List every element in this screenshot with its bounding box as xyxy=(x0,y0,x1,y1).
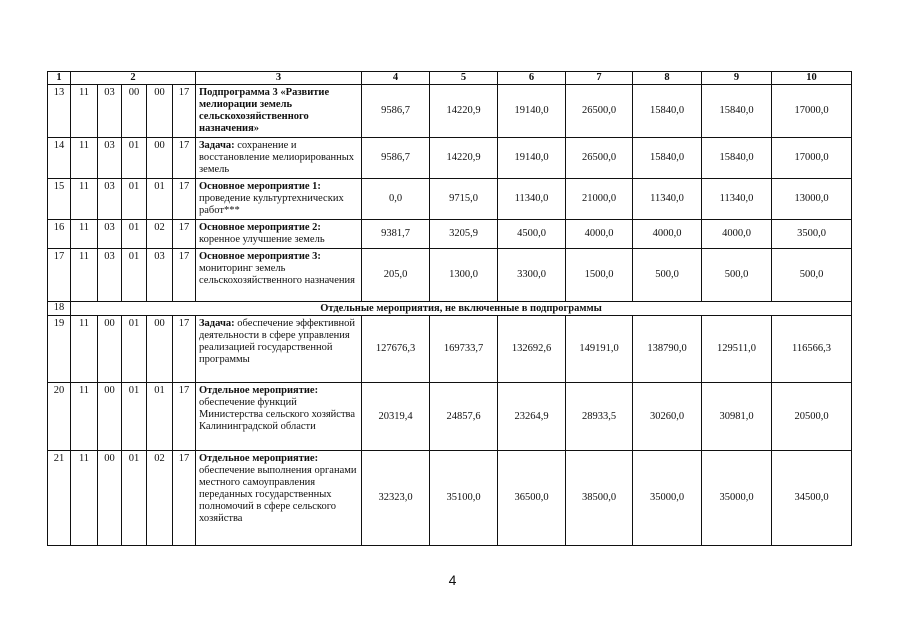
table-row xyxy=(48,383,852,451)
code-cell: 03 xyxy=(98,179,122,220)
activity-description: коренное улучшение земель xyxy=(199,234,325,245)
activity-description: обеспечение эффективной деятельности в сфере управления реализацией государственной программы xyxy=(199,318,356,365)
code-cell: 01 xyxy=(122,220,147,249)
value-cell: 17000,0 xyxy=(772,138,852,179)
value-cell: 169733,7 xyxy=(430,316,498,383)
value-cell: 26500,0 xyxy=(566,85,633,138)
value-cell: 14220,9 xyxy=(430,138,498,179)
value-cell: 205,0 xyxy=(362,249,430,302)
value-cell: 24857,6 xyxy=(430,383,498,451)
header-year-10: 10 xyxy=(772,72,852,85)
value-cell: 35100,0 xyxy=(430,451,498,546)
value-cell: 1300,0 xyxy=(430,249,498,302)
value-cell: 9586,7 xyxy=(362,138,430,179)
value-cell: 500,0 xyxy=(772,249,852,302)
value-cell: 138790,0 xyxy=(633,316,702,383)
value-cell: 19140,0 xyxy=(498,85,566,138)
activity-name xyxy=(196,179,362,220)
code-cell: 17 xyxy=(173,138,196,179)
activity-title: Основное мероприятие 1: xyxy=(199,181,321,192)
value-cell: 11340,0 xyxy=(498,179,566,220)
value-cell: 19140,0 xyxy=(498,138,566,179)
code-cell: 02 xyxy=(147,220,173,249)
code-cell: 17 xyxy=(173,451,196,546)
activity-name xyxy=(196,138,362,179)
code-cell: 00 xyxy=(98,451,122,546)
row-index: 20 xyxy=(48,383,71,451)
value-cell: 9715,0 xyxy=(430,179,498,220)
activity-title: Задача: xyxy=(199,140,235,151)
code-cell: 11 xyxy=(71,249,98,302)
value-cell: 30260,0 xyxy=(633,383,702,451)
value-cell: 0,0 xyxy=(362,179,430,220)
code-cell: 01 xyxy=(122,316,147,383)
code-cell: 17 xyxy=(173,316,196,383)
activity-title: Отдельное мероприятие: xyxy=(199,385,319,396)
section-separator-row xyxy=(48,302,852,316)
code-cell: 00 xyxy=(122,85,147,138)
code-cell: 17 xyxy=(173,249,196,302)
value-cell: 4000,0 xyxy=(702,220,772,249)
row-index: 19 xyxy=(48,316,71,383)
value-cell: 23264,9 xyxy=(498,383,566,451)
value-cell: 129511,0 xyxy=(702,316,772,383)
code-cell: 01 xyxy=(122,383,147,451)
code-cell: 00 xyxy=(98,383,122,451)
activity-description: сохранение и восстановление мелиорированных земель xyxy=(199,140,355,175)
value-cell: 11340,0 xyxy=(633,179,702,220)
value-cell: 28933,5 xyxy=(566,383,633,451)
code-cell: 00 xyxy=(147,316,173,383)
row-index: 21 xyxy=(48,451,71,546)
header-year-9: 9 xyxy=(702,72,772,85)
code-cell: 17 xyxy=(173,383,196,451)
activity-title: Отдельное мероприятие: xyxy=(199,453,319,464)
code-cell: 11 xyxy=(71,451,98,546)
table-row xyxy=(48,85,852,138)
activity-title: Подпрограмма 3 «Развитие мелиорации земель сельскохозяйственного назначения» xyxy=(199,87,330,134)
value-cell: 26500,0 xyxy=(566,138,633,179)
code-cell: 03 xyxy=(98,220,122,249)
value-cell: 34500,0 xyxy=(772,451,852,546)
code-cell: 03 xyxy=(147,249,173,302)
activity-title: Основное мероприятие 2: xyxy=(199,222,321,233)
value-cell: 20319,4 xyxy=(362,383,430,451)
value-cell: 11340,0 xyxy=(702,179,772,220)
table-row xyxy=(48,179,852,220)
header-year-4: 4 xyxy=(362,72,430,85)
value-cell: 15840,0 xyxy=(702,85,772,138)
activity-name xyxy=(196,85,362,138)
activity-name xyxy=(196,220,362,249)
row-index: 14 xyxy=(48,138,71,179)
value-cell: 20500,0 xyxy=(772,383,852,451)
table-row xyxy=(48,220,852,249)
table-row xyxy=(48,316,852,383)
activity-description: обеспечение выполнения органами местного самоуправления переданных государственных полномочий в сфере сельского хозяйства xyxy=(199,465,357,524)
activity-title: Основное мероприятие 3: xyxy=(199,251,321,262)
value-cell: 38500,0 xyxy=(566,451,633,546)
activity-name xyxy=(196,316,362,383)
value-cell: 32323,0 xyxy=(362,451,430,546)
code-cell: 01 xyxy=(147,179,173,220)
code-cell: 00 xyxy=(98,316,122,383)
value-cell: 14220,9 xyxy=(430,85,498,138)
value-cell: 500,0 xyxy=(702,249,772,302)
value-cell: 17000,0 xyxy=(772,85,852,138)
activity-description: мониторинг земель сельскохозяйственного назначения xyxy=(199,263,355,286)
value-cell: 15840,0 xyxy=(633,138,702,179)
value-cell: 30981,0 xyxy=(702,383,772,451)
section-title: Отдельные мероприятия, не включенные в подпрограммы xyxy=(71,302,852,316)
value-cell: 13000,0 xyxy=(772,179,852,220)
code-cell: 11 xyxy=(71,138,98,179)
header-year-8: 8 xyxy=(633,72,702,85)
table-row xyxy=(48,451,852,546)
code-cell: 17 xyxy=(173,85,196,138)
activity-description: проведение культуртехнических работ*** xyxy=(199,193,344,216)
code-cell: 01 xyxy=(122,138,147,179)
code-cell: 00 xyxy=(147,138,173,179)
header-col-3: 3 xyxy=(196,72,362,85)
value-cell: 35000,0 xyxy=(702,451,772,546)
header-year-7: 7 xyxy=(566,72,633,85)
activity-name xyxy=(196,249,362,302)
budget-table xyxy=(47,71,852,546)
value-cell: 15840,0 xyxy=(702,138,772,179)
row-index: 17 xyxy=(48,249,71,302)
value-cell: 9586,7 xyxy=(362,85,430,138)
value-cell: 35000,0 xyxy=(633,451,702,546)
row-index: 16 xyxy=(48,220,71,249)
value-cell: 500,0 xyxy=(633,249,702,302)
code-cell: 00 xyxy=(147,85,173,138)
code-cell: 11 xyxy=(71,383,98,451)
table-row xyxy=(48,138,852,179)
header-year-5: 5 xyxy=(430,72,498,85)
row-index: 13 xyxy=(48,85,71,138)
code-cell: 03 xyxy=(98,85,122,138)
value-cell: 116566,3 xyxy=(772,316,852,383)
value-cell: 21000,0 xyxy=(566,179,633,220)
value-cell: 4000,0 xyxy=(633,220,702,249)
code-cell: 11 xyxy=(71,179,98,220)
row-index: 18 xyxy=(48,302,71,316)
code-cell: 17 xyxy=(173,179,196,220)
code-cell: 02 xyxy=(147,451,173,546)
code-cell: 11 xyxy=(71,85,98,138)
value-cell: 3205,9 xyxy=(430,220,498,249)
code-cell: 01 xyxy=(122,249,147,302)
value-cell: 149191,0 xyxy=(566,316,633,383)
value-cell: 132692,6 xyxy=(498,316,566,383)
activity-description: обеспечение функций Министерства сельского хозяйства Калининградской области xyxy=(199,397,356,432)
value-cell: 4000,0 xyxy=(566,220,633,249)
value-cell: 9381,7 xyxy=(362,220,430,249)
activity-name xyxy=(196,451,362,546)
code-cell: 01 xyxy=(147,383,173,451)
code-cell: 03 xyxy=(98,249,122,302)
value-cell: 4500,0 xyxy=(498,220,566,249)
value-cell: 3300,0 xyxy=(498,249,566,302)
header-year-6: 6 xyxy=(498,72,566,85)
table-row xyxy=(48,249,852,302)
value-cell: 3500,0 xyxy=(772,220,852,249)
activity-name xyxy=(196,383,362,451)
code-cell: 03 xyxy=(98,138,122,179)
value-cell: 127676,3 xyxy=(362,316,430,383)
header-col-1: 1 xyxy=(48,72,71,85)
code-cell: 11 xyxy=(71,220,98,249)
code-cell: 17 xyxy=(173,220,196,249)
value-cell: 15840,0 xyxy=(633,85,702,138)
page-number: 4 xyxy=(448,572,457,588)
header-col-2: 2 xyxy=(71,72,196,85)
header-row xyxy=(48,72,852,85)
value-cell: 1500,0 xyxy=(566,249,633,302)
code-cell: 11 xyxy=(71,316,98,383)
row-index: 15 xyxy=(48,179,71,220)
code-cell: 01 xyxy=(122,451,147,546)
value-cell: 36500,0 xyxy=(498,451,566,546)
code-cell: 01 xyxy=(122,179,147,220)
activity-title: Задача: xyxy=(199,318,235,329)
